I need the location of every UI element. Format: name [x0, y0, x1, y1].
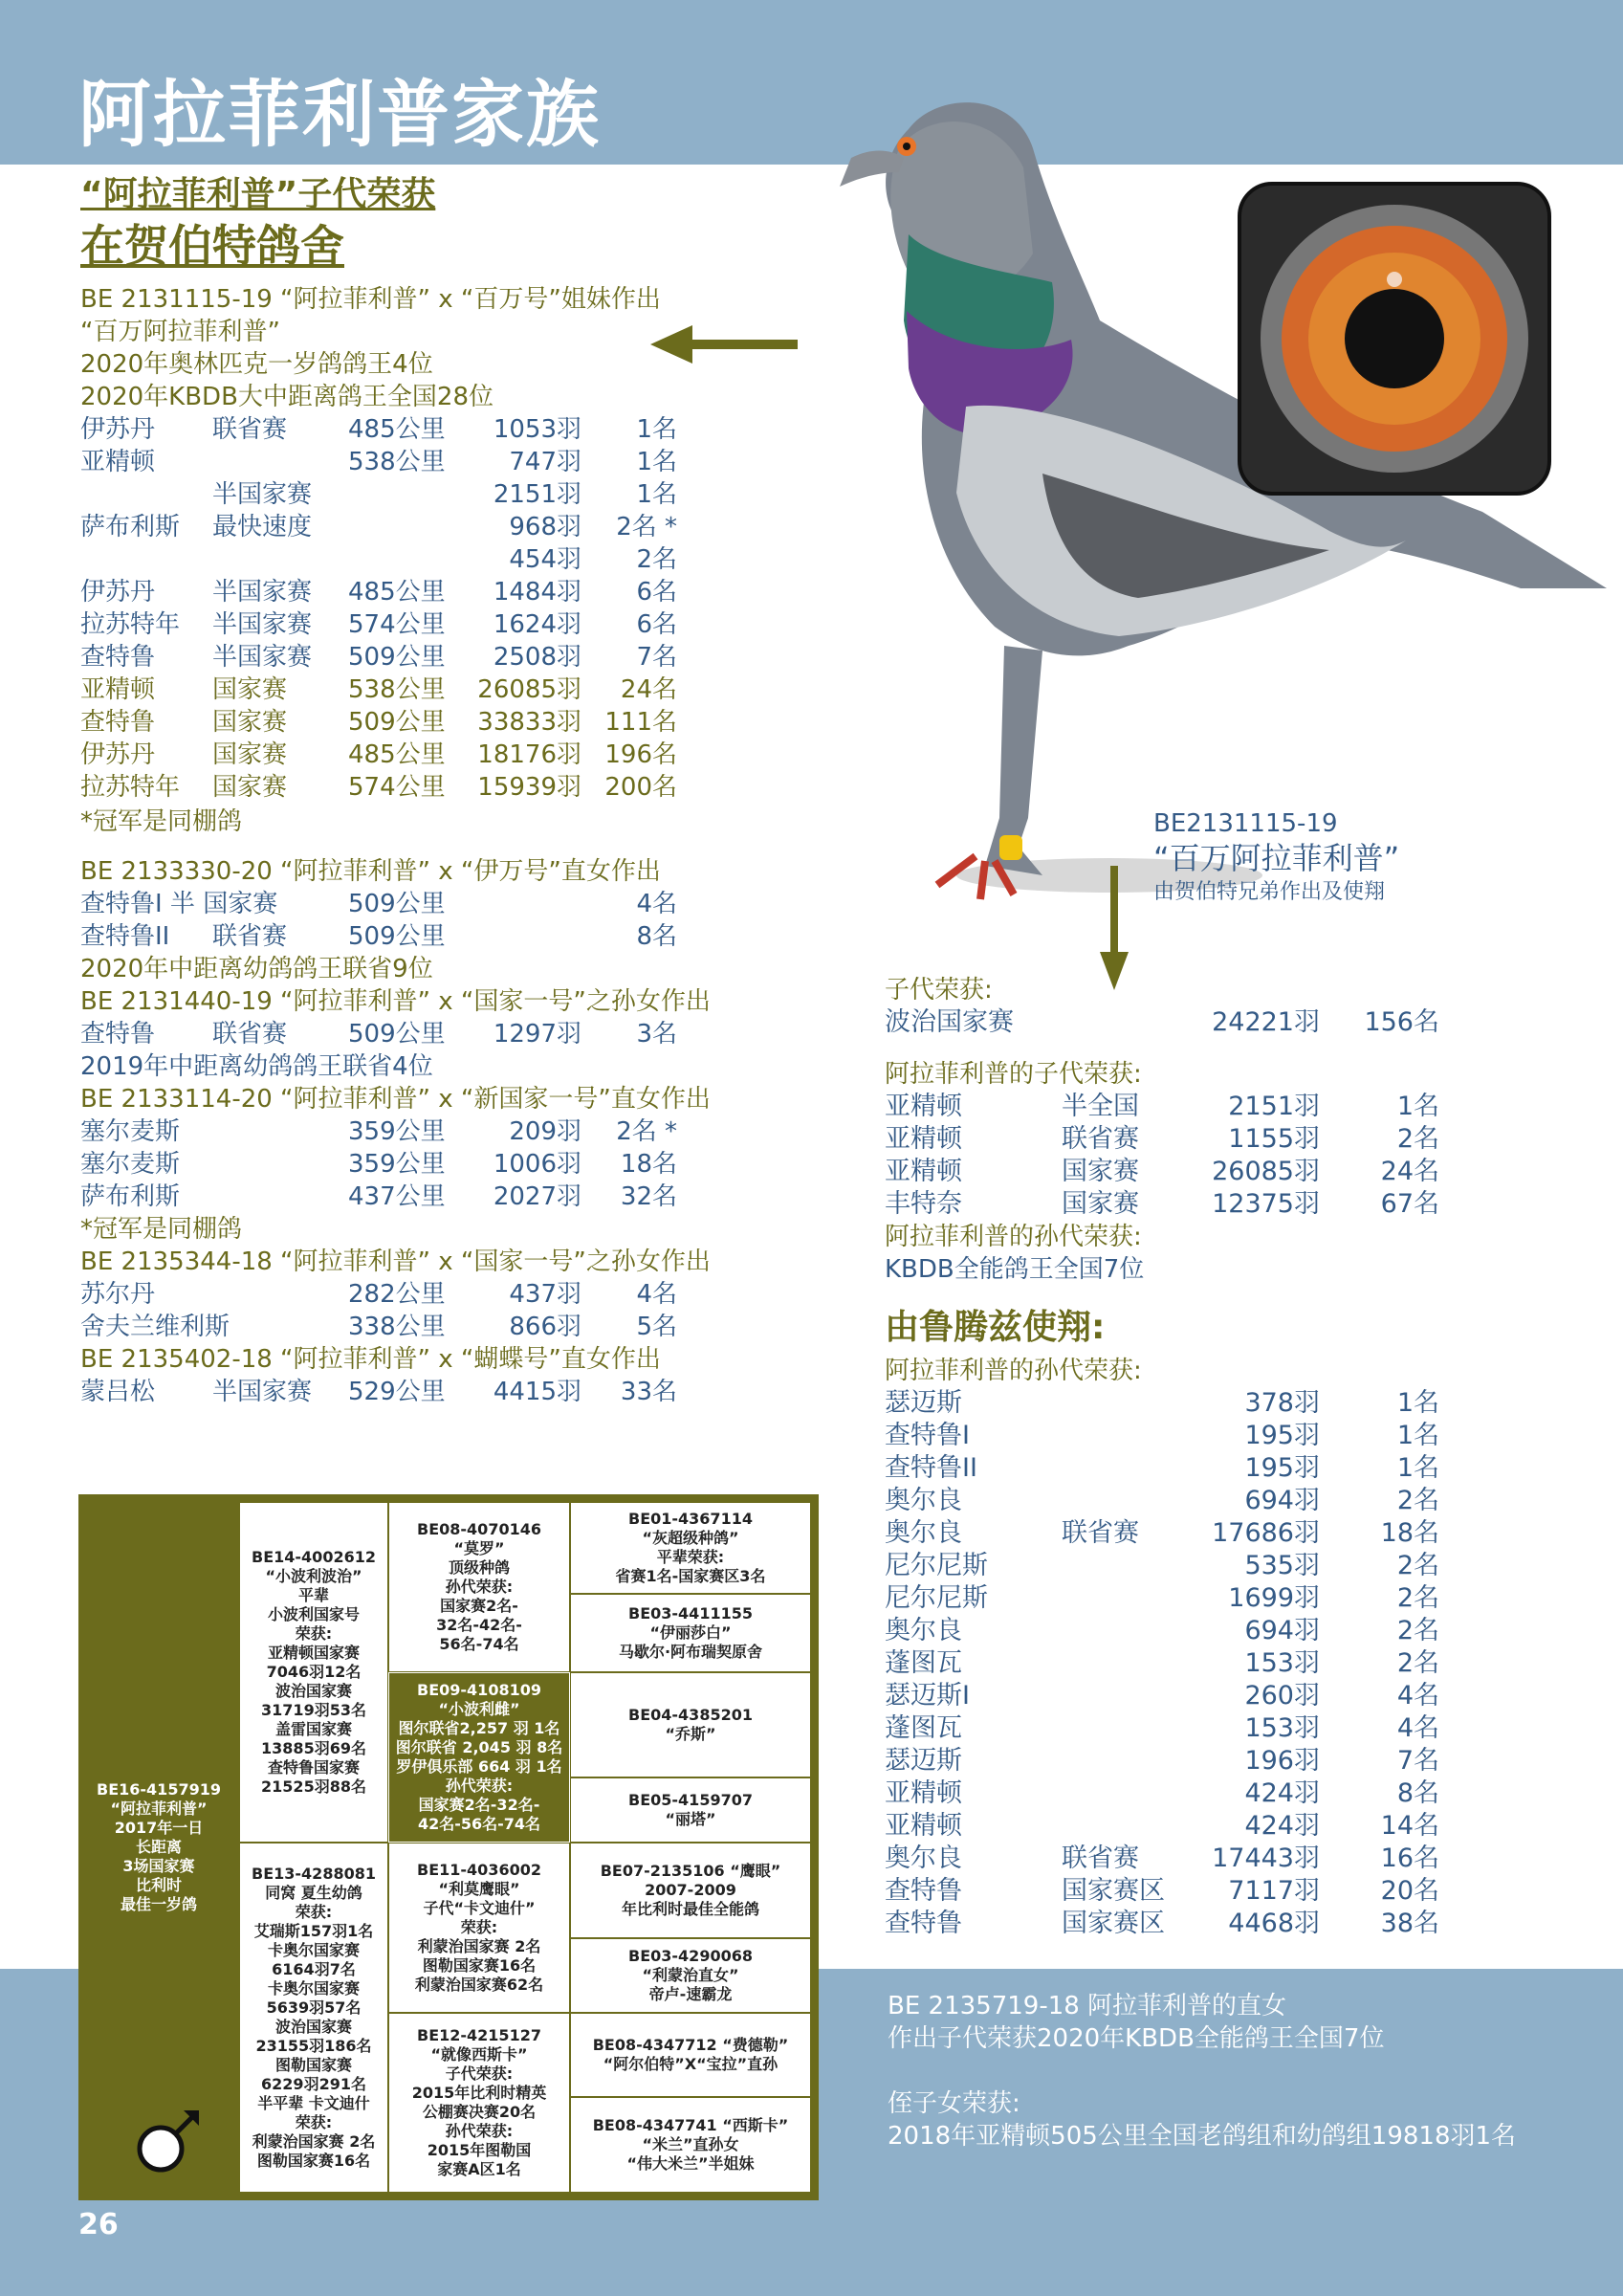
result-cell: 1484羽 — [493, 578, 581, 607]
result-cell: 282公里 — [348, 1280, 446, 1309]
section-heading: 子代荣获: — [885, 976, 993, 1004]
result-cell: 波治国家赛 — [885, 1007, 1014, 1037]
result-cell: 伊苏丹 — [80, 740, 156, 769]
result-cell: 国家赛 — [212, 740, 288, 769]
result-row — [80, 1148, 677, 1181]
result-cell: 国家赛 — [1062, 1157, 1139, 1186]
result-row — [80, 1376, 677, 1408]
pedigree-sire: BE14-4002612 “小波利波治” 平辈 小波利国家号 荣获: 亚精顿国家赛 7046羽12名 波治国家赛 31719羽53名 盖雷国家赛 13885羽69名 查特鲁国家赛 21525羽88名 — [239, 1502, 388, 1843]
result-cell: 2151羽 — [1228, 1092, 1320, 1121]
pairing-line: BE 2131115-19 “阿拉菲利普” x “百万号”姐妹作出 — [80, 285, 661, 314]
pairing-line: BE 2135402-18 “阿拉菲利普” x “蝴蝶号”直女作出 — [80, 1345, 661, 1374]
result-row — [80, 673, 677, 706]
result-cell: 195羽 — [1244, 1453, 1320, 1483]
result-cell: 111名 — [604, 708, 677, 737]
result-cell: 国家赛区 — [1062, 1876, 1165, 1906]
result-cell: 2027羽 — [493, 1182, 581, 1211]
result-cell: 1名 — [1396, 1421, 1439, 1450]
result-cell: 萨布利斯 — [80, 513, 181, 541]
pedigree-sd-sire: BE04-4385201 “乔斯” — [570, 1672, 811, 1777]
pedigree-chart — [78, 1494, 819, 2200]
result-cell: 17686羽 — [1212, 1518, 1320, 1548]
result-cell: 437公里 — [348, 1182, 446, 1211]
result-cell: 2名 — [1396, 1486, 1439, 1515]
result-cell: 14名 — [1380, 1811, 1439, 1841]
result-cell: 8名 — [1396, 1778, 1439, 1808]
pedigree-sd-dam: BE05-4159707 “丽塔” — [570, 1777, 811, 1843]
result-cell: 24名 — [620, 675, 677, 704]
result-cell: 2名 * — [616, 513, 677, 541]
result-cell: 535羽 — [1244, 1551, 1320, 1580]
result-cell: 国家赛区 — [1062, 1909, 1165, 1938]
result-cell: 694羽 — [1244, 1616, 1320, 1645]
result-cell: 联省赛 — [1062, 1124, 1139, 1154]
result-cell: 奥尔良 — [885, 1486, 962, 1515]
section-heading: 阿拉菲利普的子代荣获: — [885, 1060, 1142, 1089]
result-cell: 18176羽 — [477, 740, 581, 769]
pairing-line: BE 2133330-20 “阿拉菲利普” x “伊万号”直女作出 — [80, 857, 661, 886]
result-row — [885, 1647, 1439, 1680]
result-row — [80, 1311, 677, 1343]
result-cell: 15939羽 — [477, 773, 581, 802]
result-row — [80, 920, 677, 953]
result-cell: 574公里 — [348, 610, 446, 639]
result-row — [80, 1181, 677, 1213]
result-cell: 塞尔麦斯 — [80, 1117, 181, 1146]
result-cell: 20名 — [1380, 1876, 1439, 1906]
result-cell: 156名 — [1364, 1007, 1439, 1037]
result-cell: 查特鲁I 半 国家赛 — [80, 890, 278, 918]
result-cell: 查特鲁I — [885, 1421, 970, 1450]
result-cell: 瑟迈斯I — [885, 1681, 970, 1711]
pairing-line: BE 2133114-20 “阿拉菲利普” x “新国家一号”直女作出 — [80, 1085, 711, 1114]
result-cell: 538公里 — [348, 448, 446, 476]
result-cell: 4名 — [1396, 1713, 1439, 1743]
pedigree-ss-sire: BE01-4367114 “灰超级种鸽” 平辈荣获: 省赛1名-国家赛区3名 — [570, 1502, 811, 1594]
result-cell: 18名 — [620, 1150, 677, 1179]
pedigree-ds-sire: BE07-2135106 “鹰眼” 2007-2009 年比利时最佳全能鸽 — [570, 1843, 811, 1938]
pedigree-dd-dam: BE08-4347741 “西斯卡” “米兰”直孙女 “伟大米兰”半姐妹 — [570, 2097, 811, 2193]
result-cell: 6名 — [636, 578, 677, 607]
result-row — [885, 1843, 1439, 1875]
result-row — [885, 1156, 1439, 1188]
result-cell: 联省赛 — [212, 1020, 288, 1049]
result-row — [885, 1745, 1439, 1777]
result-row — [80, 1278, 677, 1311]
result-cell: 1624羽 — [493, 610, 581, 639]
arrow-left-icon — [650, 325, 798, 364]
pedigree-dam: BE13-4288081 同窝 夏生幼鸽 荣获: 艾瑞斯157羽1名 卡奥尔国家赛 6164羽7名 卡奥尔国家赛 5639羽57名 波治国家赛 23155羽186名 图勒国家赛 6229羽291名 半平辈 卡文迪什 荣获: 利蒙治国家赛 2名 图勒国家赛16名 — [239, 1843, 388, 2193]
result-cell: 424羽 — [1244, 1811, 1320, 1841]
nephew-line: 2018年亚精顿505公里全国老鸽组和幼鸽组19818羽1名 — [888, 2122, 1517, 2151]
result-row — [885, 1452, 1439, 1485]
result-cell: 国家赛 — [212, 773, 288, 802]
pairing-line: BE 2135344-18 “阿拉菲利普” x “国家一号”之孙女作出 — [80, 1247, 711, 1276]
result-cell: 半全国 — [1062, 1092, 1139, 1121]
result-row — [885, 1188, 1439, 1221]
result-row — [885, 1680, 1439, 1712]
result-cell: 奥尔良 — [885, 1843, 962, 1873]
result-cell: 509公里 — [348, 890, 446, 918]
result-row — [80, 888, 677, 920]
result-row — [885, 1582, 1439, 1615]
award-line: 2019年中距离幼鸽鸽王联省4位 — [80, 1052, 433, 1081]
result-cell: 亚精顿 — [885, 1778, 962, 1808]
result-cell: 196羽 — [1244, 1746, 1320, 1776]
pedigree-ss-dam: BE03-4411155 “伊丽莎白” 马歇尔·阿布瑞契原舍 — [570, 1594, 811, 1672]
result-cell: 32名 — [620, 1182, 677, 1211]
result-cell: 509公里 — [348, 1020, 446, 1049]
result-row — [80, 739, 677, 771]
result-cell: 2508羽 — [493, 643, 581, 672]
note: *冠军是同棚鸽 — [80, 1215, 243, 1244]
result-cell: 塞尔麦斯 — [80, 1150, 181, 1179]
result-cell: 蒙吕松 — [80, 1378, 156, 1406]
result-cell: 747羽 — [509, 448, 581, 476]
result-row — [80, 511, 677, 543]
result-cell: 蓬图瓦 — [885, 1648, 962, 1678]
result-cell: 蓬图瓦 — [885, 1713, 962, 1743]
result-row — [80, 1018, 677, 1050]
result-row — [885, 1387, 1439, 1420]
result-cell: 查特鲁 — [80, 643, 156, 672]
result-cell: 7117羽 — [1228, 1876, 1320, 1906]
result-cell: 24名 — [1380, 1157, 1439, 1186]
result-cell: 1155羽 — [1228, 1124, 1320, 1154]
result-cell: 17443羽 — [1212, 1843, 1320, 1873]
result-cell: 509公里 — [348, 708, 446, 737]
result-cell: 16名 — [1380, 1843, 1439, 1873]
result-cell: 866羽 — [509, 1313, 581, 1341]
result-row — [885, 1091, 1439, 1123]
result-cell: 4名 — [1396, 1681, 1439, 1711]
result-cell: 454羽 — [509, 545, 581, 574]
result-cell: 拉苏特年 — [80, 773, 181, 802]
result-cell: 574公里 — [348, 773, 446, 802]
result-cell: 国家赛 — [212, 708, 288, 737]
award-line: 2020年奥林匹克一岁鸽鸽王4位 — [80, 350, 433, 379]
result-row — [885, 1810, 1439, 1843]
result-row — [80, 446, 677, 478]
result-row — [80, 706, 677, 739]
pedigree-ds-dam: BE03-4290068 “利蒙治直女” 帝卢-速霸龙 — [570, 1938, 811, 2013]
result-cell: 2名 — [1396, 1551, 1439, 1580]
result-cell: 查特鲁 — [885, 1909, 962, 1938]
pedigree-dam-dam: BE12-4215127 “就像西斯卡” 子代荣获: 2015年比利时精英 公棚赛决赛20名 孙代荣获: 2015年图勒国 家赛A区1名 — [388, 2013, 570, 2193]
result-row — [80, 413, 677, 446]
result-cell: 2名 — [1396, 1124, 1439, 1154]
result-cell: 2名 — [636, 545, 677, 574]
daughter-line: BE 2135719-18 阿拉菲利普的直女 — [888, 1992, 1287, 2020]
note: *冠军是同棚鸽 — [80, 807, 243, 836]
result-cell: 半国家赛 — [212, 643, 313, 672]
result-cell: 18名 — [1380, 1518, 1439, 1548]
result-cell: 153羽 — [1244, 1648, 1320, 1678]
result-row — [885, 1123, 1439, 1156]
pedigree-sire-sire: BE08-4070146 “莫罗” 顶级种鸽 孙代荣获: 国家赛2名- 32名-42名- 56名-74名 — [388, 1502, 570, 1672]
result-cell: 485公里 — [348, 578, 446, 607]
result-cell: 查特鲁 — [885, 1876, 962, 1906]
result-cell: 尼尔尼斯 — [885, 1551, 988, 1580]
result-row — [80, 543, 677, 576]
result-cell: 亚精顿 — [80, 448, 156, 476]
pedigree-dd-sire: BE08-4347712 “费德勒” “阿尔伯特”X“宝拉”直孙 — [570, 2013, 811, 2097]
result-cell: 26085羽 — [477, 675, 581, 704]
result-cell: 33名 — [620, 1378, 677, 1406]
result-cell: 196名 — [604, 740, 677, 769]
result-cell: 苏尔丹 — [80, 1280, 156, 1309]
result-cell: 最快速度 — [212, 513, 313, 541]
result-cell: 3名 — [636, 1020, 677, 1049]
section-subtitle: “阿拉菲利普”子代荣获 — [80, 175, 436, 214]
result-cell: 424羽 — [1244, 1778, 1320, 1808]
result-cell: 联省赛 — [1062, 1518, 1139, 1548]
result-cell: 529公里 — [348, 1378, 446, 1406]
result-cell: 尼尔尼斯 — [885, 1583, 988, 1613]
result-cell: 1名 — [636, 480, 677, 509]
result-row — [885, 1550, 1439, 1582]
page-title: 阿拉菲利普家族 — [78, 72, 601, 157]
result-cell: 2151羽 — [493, 480, 581, 509]
result-cell: 1名 — [636, 448, 677, 476]
result-cell: 338公里 — [348, 1313, 446, 1341]
result-cell: 2名 — [1396, 1583, 1439, 1613]
result-cell: 153羽 — [1244, 1713, 1320, 1743]
result-cell: 378羽 — [1244, 1388, 1320, 1418]
result-cell: 瑟迈斯 — [885, 1388, 962, 1418]
result-cell: 200名 — [604, 773, 677, 802]
result-cell: 1053羽 — [493, 415, 581, 444]
result-cell: 联省赛 — [212, 415, 288, 444]
result-cell: 奥尔良 — [885, 1616, 962, 1645]
result-cell: 4468羽 — [1228, 1909, 1320, 1938]
pedigree-dam-sire: BE11-4036002 “利莫鹰眼” 子代“卡文迪什” 荣获: 利蒙治国家赛 2名 图勒国家赛16名 利蒙治国家赛62名 — [388, 1843, 570, 2013]
result-cell: 485公里 — [348, 740, 446, 769]
result-cell: 1006羽 — [493, 1150, 581, 1179]
result-cell: 亚精顿 — [80, 675, 156, 704]
result-cell: 半国家赛 — [212, 1378, 313, 1406]
daughter-line: 作出子代荣获2020年KBDB全能鸽王全国7位 — [888, 2024, 1385, 2053]
result-row — [80, 478, 677, 511]
pedigree-main: BE16-4157919 “阿拉菲利普” 2017年一日 长距离 3场国家赛 比利时 最佳一岁鸽 — [78, 1494, 239, 2200]
photo-caption-ring: BE2131115-19 — [1153, 809, 1338, 838]
result-row — [885, 1485, 1439, 1517]
result-cell: 国家赛 — [212, 675, 288, 704]
result-cell: 亚精顿 — [885, 1092, 962, 1121]
result-cell: 359公里 — [348, 1150, 446, 1179]
result-cell: 7名 — [636, 643, 677, 672]
result-row — [885, 1420, 1439, 1452]
result-cell: 1名 — [1396, 1453, 1439, 1483]
result-cell: 4415羽 — [493, 1378, 581, 1406]
result-cell: 24221羽 — [1212, 1007, 1320, 1037]
result-cell: 查特鲁 — [80, 708, 156, 737]
result-cell: 半国家赛 — [212, 610, 313, 639]
section-heading: 阿拉菲利普的孙代荣获: — [885, 1357, 1142, 1385]
section-heading: 阿拉菲利普的孙代荣获: — [885, 1223, 1142, 1251]
result-row — [80, 771, 677, 804]
result-cell: 伊苏丹 — [80, 578, 156, 607]
result-cell: 2名 * — [616, 1117, 677, 1146]
pigeon-name: “百万阿拉菲利普” — [80, 318, 280, 346]
result-row — [885, 1712, 1439, 1745]
result-row — [885, 1006, 1439, 1039]
result-cell: 查特鲁 — [80, 1020, 156, 1049]
section-heading-large: 由鲁腾兹使翔: — [885, 1308, 1106, 1347]
arrow-down-icon — [1100, 866, 1129, 990]
result-cell: 奥尔良 — [885, 1518, 962, 1548]
result-cell: 亚精顿 — [885, 1124, 962, 1154]
result-cell: 260羽 — [1244, 1681, 1320, 1711]
pedigree-sire-dam: BE09-4108109 “小波利雌” 图尔联省2,257 羽 1名 图尔联省 2,045 羽 8名 罗伊俱乐部 664 羽 1名 孙代荣获: 国家赛2名-32名- 42名-56名-74名 — [388, 1672, 570, 1843]
result-cell: 509公里 — [348, 643, 446, 672]
result-cell: 12375羽 — [1212, 1189, 1320, 1219]
result-cell: 509公里 — [348, 922, 446, 951]
result-cell: 伊苏丹 — [80, 415, 156, 444]
result-row — [80, 641, 677, 673]
result-cell: 联省赛 — [1062, 1843, 1139, 1873]
result-row — [885, 1615, 1439, 1647]
pairing-line: BE 2131440-19 “阿拉菲利普” x “国家一号”之孙女作出 — [80, 987, 711, 1016]
result-cell: 26085羽 — [1212, 1157, 1320, 1186]
result-cell: 1名 — [1396, 1092, 1439, 1121]
result-row — [80, 608, 677, 641]
result-cell: 4名 — [636, 1280, 677, 1309]
result-row — [885, 1777, 1439, 1810]
result-cell: 968羽 — [509, 513, 581, 541]
result-cell: 209羽 — [509, 1117, 581, 1146]
award-line: 2020年KBDB大中距离鸽王全国28位 — [80, 383, 493, 411]
result-row — [80, 1115, 677, 1148]
result-cell: 2名 — [1396, 1648, 1439, 1678]
result-cell: 1297羽 — [493, 1020, 581, 1049]
photo-caption-breeder: 由贺伯特兄弟作出及使翔 — [1153, 880, 1386, 904]
result-cell: 舍夫兰维利斯 — [80, 1313, 230, 1341]
award-line: KBDB全能鸽王全国7位 — [885, 1255, 1145, 1284]
result-cell: 7名 — [1396, 1746, 1439, 1776]
result-cell: 丰特奈 — [885, 1189, 962, 1219]
result-cell: 359公里 — [348, 1117, 446, 1146]
photo-caption-name: “百万阿拉菲利普” — [1153, 840, 1400, 876]
result-cell: 33833羽 — [477, 708, 581, 737]
result-cell: 485公里 — [348, 415, 446, 444]
pigeon-eye-photo — [1238, 182, 1551, 496]
nephew-heading: 侄子女荣获: — [888, 2089, 1020, 2118]
result-cell: 拉苏特年 — [80, 610, 181, 639]
result-cell: 亚精顿 — [885, 1811, 962, 1841]
award-line: 2020年中距离幼鸽鸽王联省9位 — [80, 955, 433, 983]
result-cell: 67名 — [1380, 1189, 1439, 1219]
result-cell: 萨布利斯 — [80, 1182, 181, 1211]
result-cell: 694羽 — [1244, 1486, 1320, 1515]
result-cell: 538公里 — [348, 675, 446, 704]
result-cell: 2名 — [1396, 1616, 1439, 1645]
page-number: 26 — [78, 2208, 119, 2241]
result-row — [885, 1517, 1439, 1550]
result-cell: 查特鲁II — [885, 1453, 977, 1483]
result-cell: 查特鲁II — [80, 922, 170, 951]
result-cell: 国家赛 — [1062, 1189, 1139, 1219]
result-cell: 195羽 — [1244, 1421, 1320, 1450]
result-cell: 半国家赛 — [212, 480, 313, 509]
result-cell: 4名 — [636, 890, 677, 918]
result-row — [885, 1875, 1439, 1908]
result-cell: 亚精顿 — [885, 1157, 962, 1186]
result-cell: 6名 — [636, 610, 677, 639]
result-cell: 瑟迈斯 — [885, 1746, 962, 1776]
loft-heading: 在贺伯特鸽舍 — [80, 220, 344, 272]
result-cell: 437羽 — [509, 1280, 581, 1309]
result-cell: 8名 — [636, 922, 677, 951]
result-cell: 半国家赛 — [212, 578, 313, 607]
result-cell: 1名 — [1396, 1388, 1439, 1418]
result-row — [885, 1908, 1439, 1940]
male-symbol-icon — [136, 2107, 203, 2174]
result-cell: 5名 — [636, 1313, 677, 1341]
result-cell: 38名 — [1380, 1909, 1439, 1938]
result-cell: 1名 — [636, 415, 677, 444]
result-cell: 联省赛 — [212, 922, 288, 951]
result-row — [80, 576, 677, 608]
result-cell: 1699羽 — [1228, 1583, 1320, 1613]
